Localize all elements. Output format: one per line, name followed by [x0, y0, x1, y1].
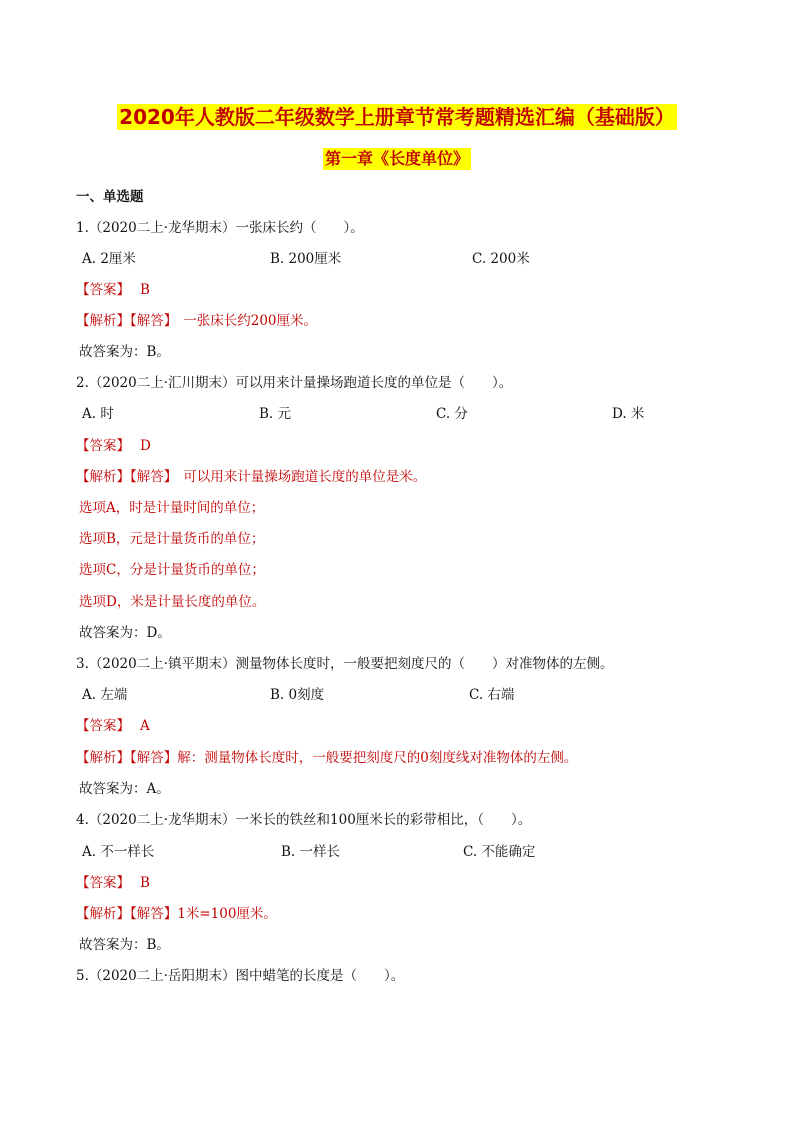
answer-label: 【答案】	[76, 438, 130, 454]
question-2-conclusion: 故答案为：D。	[79, 625, 171, 641]
analysis-text: 可以用来计量操场跑道长度的单位是米。	[183, 469, 427, 485]
question-1-stem: 1.（2020二上·龙华期末）一张床长约（ ）。	[76, 220, 364, 236]
question-2-option-a: A. 时	[82, 406, 114, 422]
answer-label: 【答案】	[76, 718, 130, 734]
analysis-label: 【解析】【解答】	[76, 469, 178, 485]
answer-value: D	[140, 438, 151, 454]
question-1-option-c: C. 200米	[472, 251, 530, 267]
question-2-analysis	[76, 468, 426, 486]
question-4-stem: 4.（2020二上·龙华期末）一米长的铁丝和100厘米长的彩带相比，（ ）。	[76, 812, 532, 828]
question-3-option-a: A. 左端	[82, 687, 128, 703]
question-4-option-c: C. 不能确定	[463, 844, 536, 860]
question-1-answer	[76, 281, 150, 299]
question-2-option-d: D. 米	[612, 406, 645, 422]
question-5-stem: 5.（2020二上·岳阳期末）图中蜡笔的长度是（ ）。	[76, 968, 405, 984]
question-4-conclusion: 故答案为：B。	[79, 937, 170, 953]
answer-label: 【答案】	[76, 875, 130, 891]
question-3-stem: 3.（2020二上·镇平期末）测量物体长度时，一般要把刻度尺的（ ）对准物体的左侧。	[76, 656, 614, 672]
question-1-analysis	[76, 312, 317, 330]
question-2-detail-2: 选项B，元是计量货币的单位；	[79, 531, 265, 547]
subtitle-container	[0, 148, 794, 170]
answer-value: B	[140, 875, 150, 891]
question-2-detail-4: 选项D，米是计量长度的单位。	[79, 594, 266, 610]
question-2-option-b: B. 元	[259, 406, 292, 422]
question-2-answer	[76, 437, 151, 455]
question-2-detail-3: 选项C，分是计量货币的单位；	[79, 562, 265, 578]
question-3-option-b: B. 0刻度	[270, 687, 325, 703]
question-2-detail-1: 选项A，时是计量时间的单位；	[79, 500, 265, 516]
question-3-option-c: C. 右端	[469, 687, 515, 703]
analysis-text: 1米=100厘米。	[177, 906, 277, 922]
answer-value: B	[140, 282, 150, 298]
question-4-option-a: A. 不一样长	[82, 844, 155, 860]
analysis-text: 解：测量物体长度时，一般要把刻度尺的0刻度线对准物体的左侧。	[177, 750, 578, 766]
analysis-label: 【解析】【解答】	[76, 313, 178, 329]
title-container	[0, 104, 794, 130]
question-4-option-b: B. 一样长	[281, 844, 341, 860]
question-4-answer	[76, 874, 150, 892]
chapter-title: 第一章《长度单位》	[324, 149, 469, 168]
analysis-label: 【解析】【解答】	[76, 750, 178, 766]
question-2-option-c: C. 分	[436, 406, 468, 422]
question-4-analysis	[76, 905, 277, 923]
analysis-label: 【解析】【解答】	[76, 906, 178, 922]
question-1-conclusion: 故答案为：B。	[79, 344, 170, 360]
answer-value: A	[140, 718, 150, 734]
question-3-conclusion: 故答案为：A。	[79, 781, 170, 797]
document-title: 2020年人教版二年级数学上册章节常考题精选汇编（基础版）	[119, 105, 675, 129]
question-1-option-b: B. 200厘米	[270, 251, 342, 267]
answer-label: 【答案】	[76, 282, 130, 298]
question-3-analysis	[76, 749, 577, 767]
section-heading: 一、单选题	[76, 189, 144, 205]
question-3-answer	[76, 717, 150, 735]
analysis-text: 一张床长约200厘米。	[183, 313, 318, 329]
question-2-stem: 2.（2020二上·汇川期末）可以用来计量操场跑道长度的单位是（ ）。	[76, 375, 513, 391]
question-1-option-a: A. 2厘米	[82, 251, 136, 267]
